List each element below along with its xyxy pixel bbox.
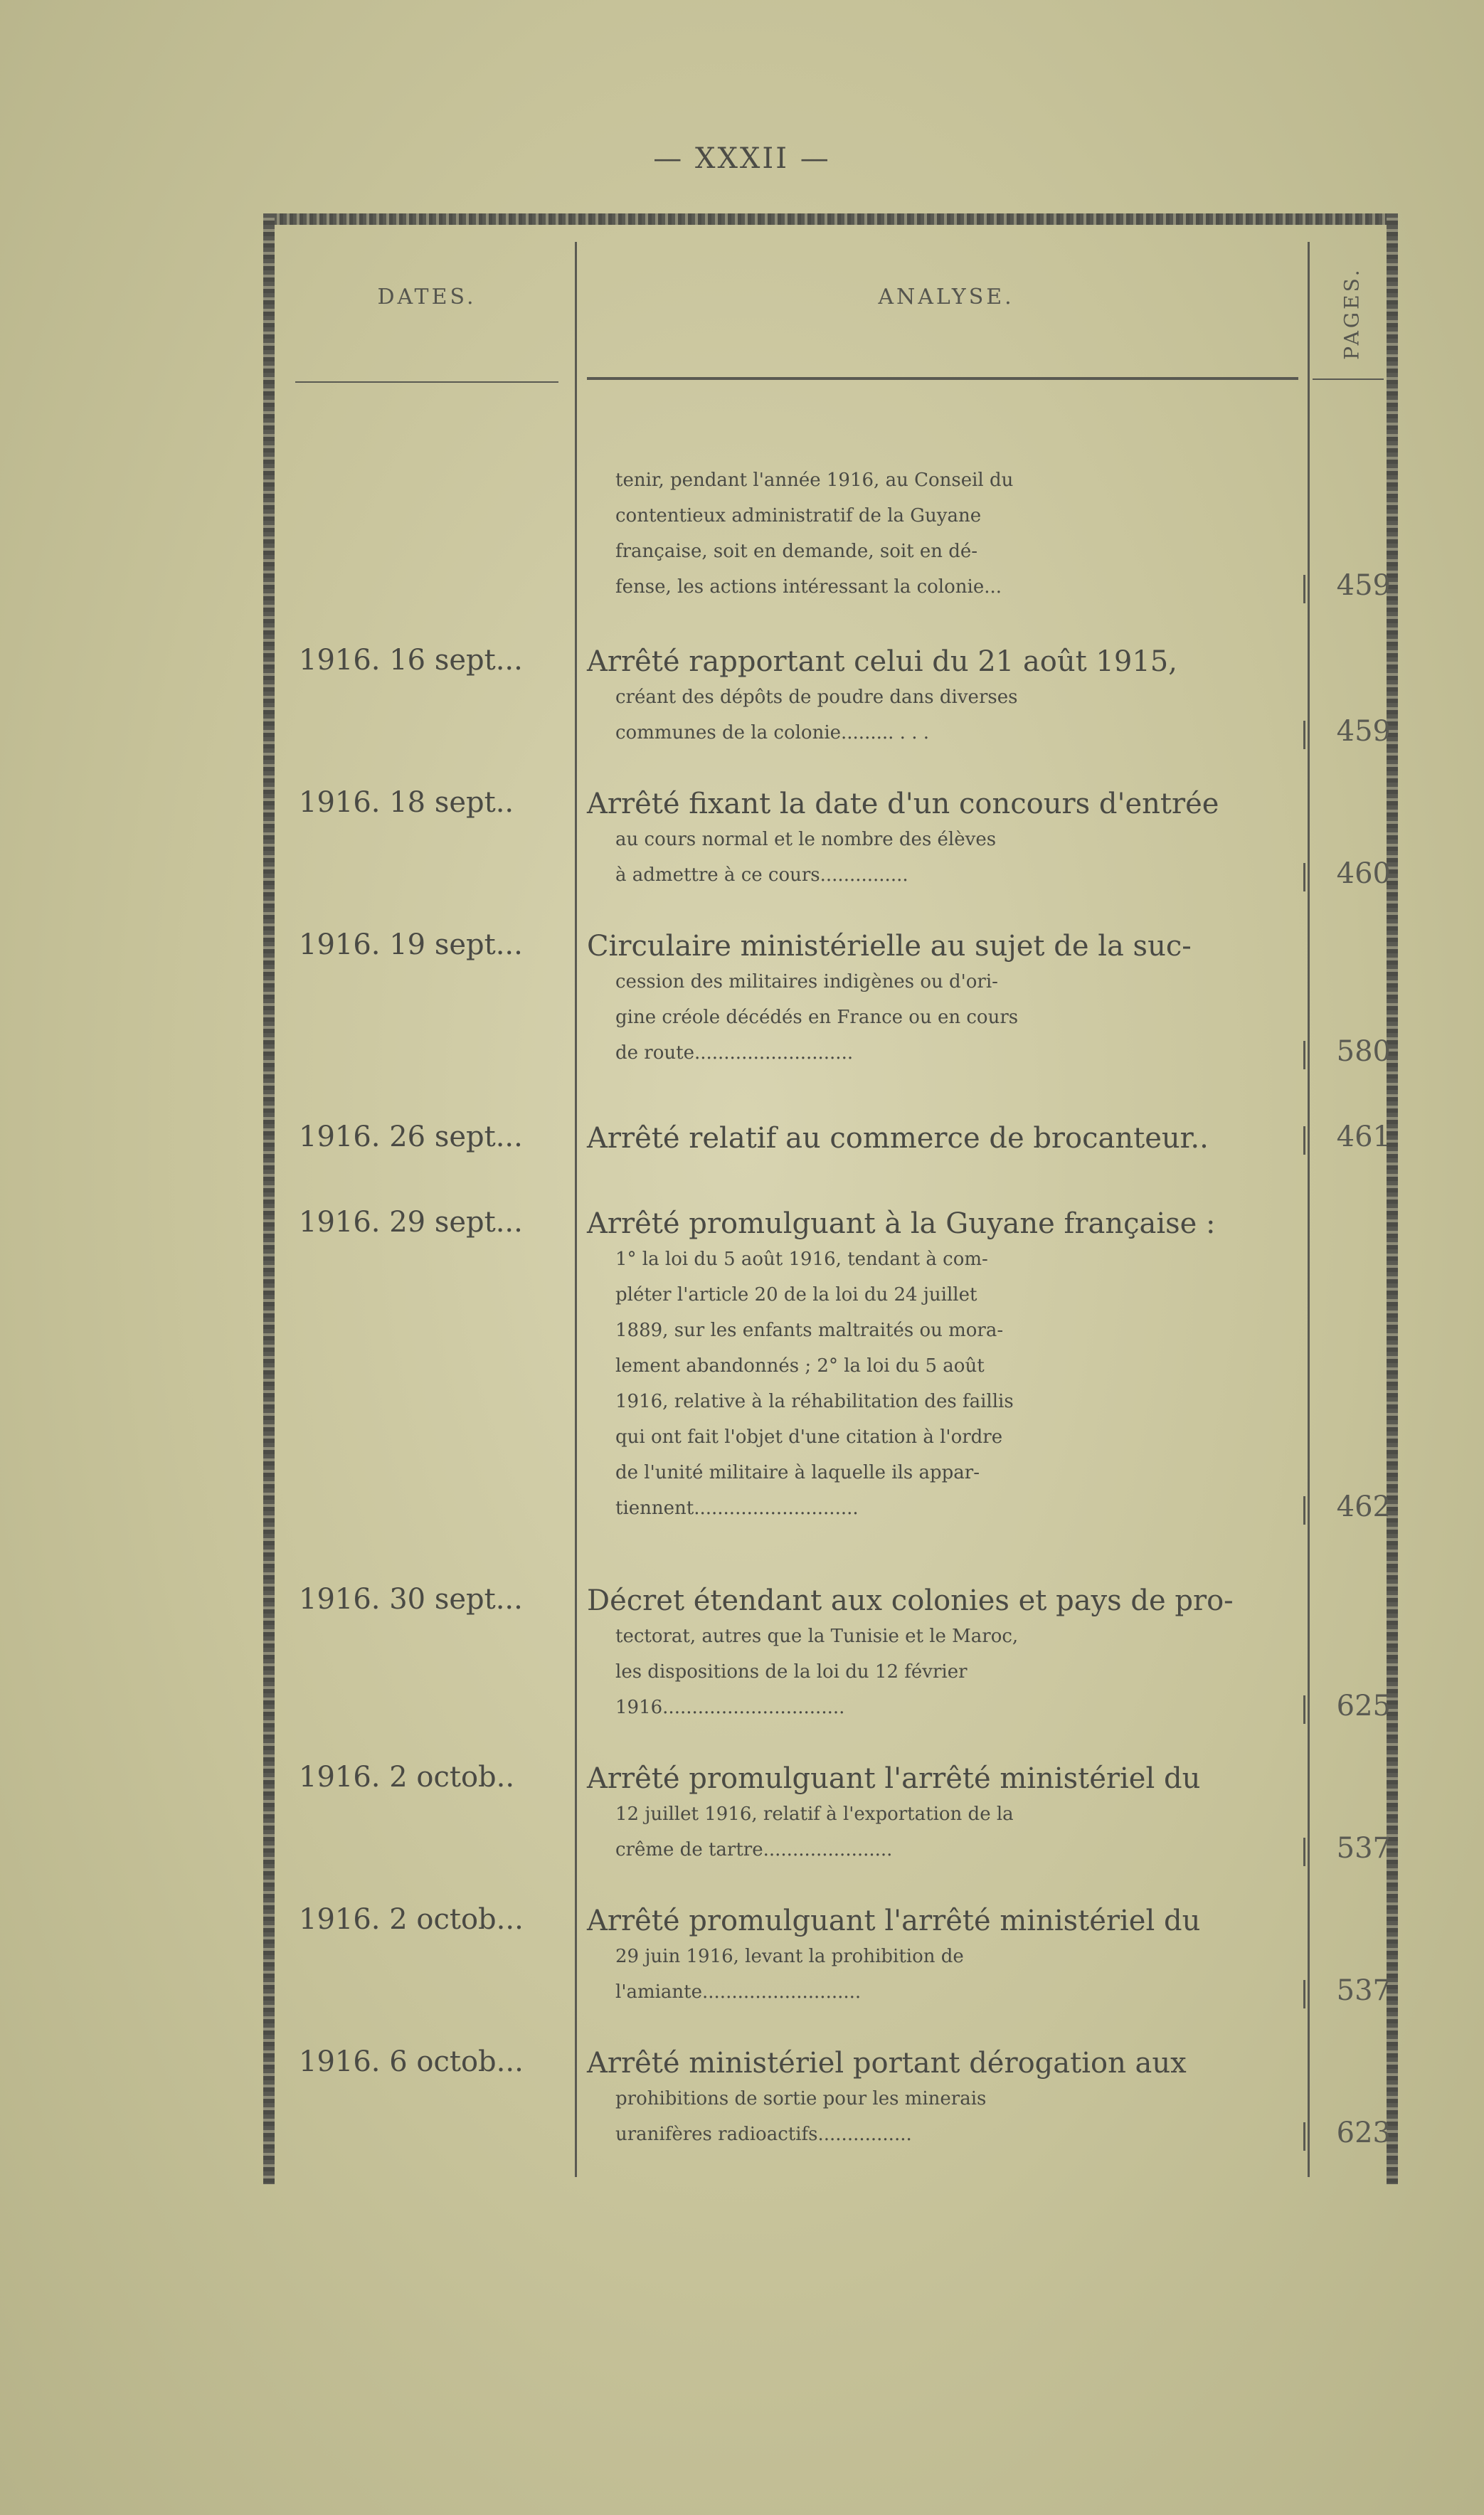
table-top-border xyxy=(263,213,1398,225)
entry-end-tick xyxy=(1303,1980,1305,2008)
entry-analysis xyxy=(587,462,1305,605)
entry-page-number: 580 xyxy=(1336,1035,1391,1068)
entry-page-number: 460 xyxy=(1336,857,1391,890)
header-analyse: ANALYSE. xyxy=(878,285,1014,309)
analysis-line: Arrêté rapportant celui du 21 août 1915, xyxy=(587,645,1177,678)
analysis-line: 12 juillet 1916, relatif à l'exportation de la xyxy=(615,1804,1014,1825)
analysis-line: à admettre à ce cours............... xyxy=(615,864,908,886)
analysis-line: créant des dépôts de poudre dans diverses xyxy=(615,687,1018,708)
entry-end-tick xyxy=(1303,575,1305,603)
entry-end-tick xyxy=(1303,721,1305,749)
analysis-line: qui ont fait l'objet d'une citation à l'ordre xyxy=(615,1426,1003,1448)
analysis-line: Décret étendant aux colonies et pays de pro- xyxy=(587,1584,1234,1617)
analysis-line: 29 juin 1916, levant la prohibition de xyxy=(615,1946,964,1967)
entry-date: 1916. 2 octob... xyxy=(299,1903,524,1936)
entry-end-tick xyxy=(1303,1695,1305,1724)
page-number: — XXXII — xyxy=(653,142,831,175)
entry-end-tick xyxy=(1303,1126,1305,1155)
entry-analysis xyxy=(587,786,1305,893)
analysis-line: Arrêté promulguant l'arrêté ministériel du xyxy=(587,1905,1201,1937)
analysis-line: communes de la colonie......... . . . xyxy=(615,722,929,743)
entry-page-number: 459 xyxy=(1336,715,1391,748)
entry-page-number: 461 xyxy=(1336,1121,1391,1153)
entry-analysis xyxy=(587,644,1305,751)
analysis-line: cession des militaires indigènes ou d'ori- xyxy=(615,971,998,992)
analysis-line: Circulaire ministérielle au sujet de la suc- xyxy=(587,930,1192,963)
analysis-line: crême de tartre...................... xyxy=(615,1839,893,1860)
entry-page-number: 462 xyxy=(1336,1491,1391,1523)
entry-analysis xyxy=(587,2045,1305,2152)
analysis-line: Arrêté fixant la date d'un concours d'entrée xyxy=(587,788,1219,820)
analysis-line: 1916, relative à la réhabilitation des faillis xyxy=(615,1391,1014,1412)
entry-date: 1916. 2 octob.. xyxy=(299,1761,515,1794)
header-rule-pages xyxy=(1313,378,1384,380)
analysis-line: Arrêté promulguant l'arrêté ministériel du xyxy=(587,1762,1201,1795)
entry-date: 1916. 26 sept... xyxy=(299,1121,523,1153)
entry-analysis xyxy=(587,1761,1305,1868)
analysis-line: française, soit en demande, soit en dé- xyxy=(615,541,978,562)
analysis-line: tiennent............................ xyxy=(615,1498,859,1519)
header-pages-cell xyxy=(1320,256,1384,370)
contents-table xyxy=(263,213,1398,2184)
header-rule-dates xyxy=(295,381,558,383)
entry-analysis xyxy=(587,928,1305,1071)
analysis-line: gine créole décédés en France ou en cours xyxy=(615,1007,1019,1028)
column-divider-dates xyxy=(575,242,577,2177)
analysis-line: au cours normal et le nombre des élèves xyxy=(615,829,997,850)
entry-end-tick xyxy=(1303,1496,1305,1525)
entry-date: 1916. 18 sept.. xyxy=(299,786,514,819)
analysis-line: fense, les actions intéressant la colonie... xyxy=(615,576,1002,598)
entry-end-tick xyxy=(1303,1838,1305,1866)
table-right-border xyxy=(1387,213,1398,2184)
entry-date: 1916. 29 sept... xyxy=(299,1206,523,1239)
entry-page-number: 625 xyxy=(1336,1690,1391,1722)
analysis-line: Arrêté relatif au commerce de brocanteur.. xyxy=(587,1122,1209,1155)
analysis-line: pléter l'article 20 de la loi du 24 juillet xyxy=(615,1284,977,1306)
analysis-line: contentieux administratif de la Guyane xyxy=(615,505,982,526)
entry-date: 1916. 19 sept... xyxy=(299,928,523,961)
entry-date: 1916. 30 sept... xyxy=(299,1583,523,1616)
entry-end-tick xyxy=(1303,863,1305,891)
entry-page-number: 623 xyxy=(1336,2117,1391,2149)
analysis-line: uranifères radioactifs................ xyxy=(615,2124,912,2145)
column-divider-pages xyxy=(1308,242,1310,2177)
analysis-line: de route........................... xyxy=(615,1042,854,1064)
entry-analysis xyxy=(587,1583,1305,1725)
header-dates: DATES. xyxy=(377,285,477,309)
entry-page-number: 537 xyxy=(1336,1832,1391,1865)
entry-end-tick xyxy=(1303,1041,1305,1069)
header-pages: PAGES. xyxy=(1340,266,1364,360)
entry-analysis xyxy=(587,1903,1305,2010)
entry-analysis xyxy=(587,1121,1305,1156)
entry-analysis xyxy=(587,1206,1305,1526)
analysis-line: tectorat, autres que la Tunisie et le Maroc, xyxy=(615,1626,1019,1647)
entry-end-tick xyxy=(1303,2122,1305,2151)
analysis-line: 1° la loi du 5 août 1916, tendant à com- xyxy=(615,1249,988,1270)
entry-page-number: 537 xyxy=(1336,1974,1391,2007)
analysis-line: lement abandonnés ; 2° la loi du 5 août xyxy=(615,1355,985,1377)
analysis-line: l'amiante........................... xyxy=(615,1981,862,2003)
analysis-line: de l'unité militaire à laquelle ils appar- xyxy=(615,1462,980,1483)
analysis-line: tenir, pendant l'année 1916, au Conseil du xyxy=(615,470,1014,491)
analysis-line: 1889, sur les enfants maltraités ou mora- xyxy=(615,1320,1004,1341)
analysis-line: Arrêté ministériel portant dérogation aux xyxy=(587,2047,1187,2080)
header-rule-analyse xyxy=(587,377,1298,380)
entry-page-number: 459 xyxy=(1336,569,1391,602)
analysis-line: 1916............................... xyxy=(615,1697,845,1718)
analysis-line: les dispositions de la loi du 12 février xyxy=(615,1661,968,1683)
entry-date: 1916. 6 octob... xyxy=(299,2045,524,2078)
entry-date: 1916. 16 sept... xyxy=(299,644,523,677)
analysis-line: Arrêté promulguant à la Guyane française : xyxy=(587,1207,1216,1240)
table-left-border xyxy=(263,213,275,2184)
analysis-line: prohibitions de sortie pour les minerais xyxy=(615,2088,987,2109)
